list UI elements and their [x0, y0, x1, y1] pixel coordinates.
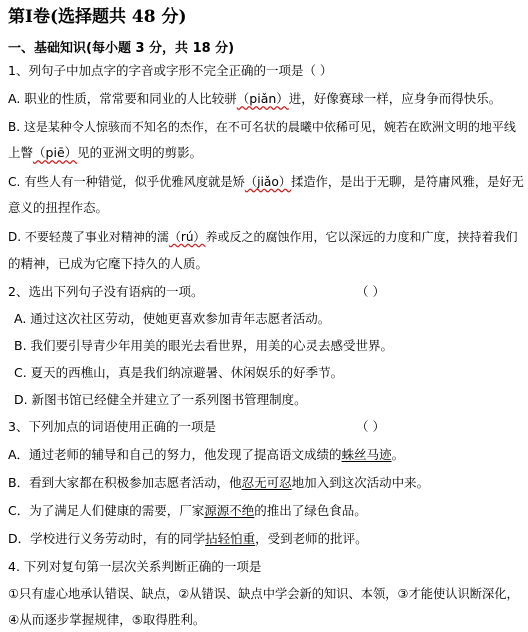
- option-a-dotted-word: 蛛丝马迹: [341, 447, 392, 462]
- question-2-option-c: C. 夏天的西樵山，真是我们纳凉避暑、休闲娱乐的好季节。: [14, 365, 344, 380]
- question-3-option-d: [8, 530, 368, 548]
- question-2-option-a: A. 通过这次社区劳动，使她更喜欢参加青年志愿者活动。: [14, 311, 331, 326]
- question-1-option-d-line-2: 的精神，已成为它麾下持久的人质。: [8, 256, 209, 271]
- option-b-dotted-word: 忍无可忍: [241, 475, 292, 490]
- option-d-text-1: D．学校进行义务劳动时，有的同学: [8, 531, 206, 546]
- question-1-option-c-line-2: 意义的扭捏作态。: [8, 200, 109, 215]
- paper-title: 第Ⅰ卷(选择题共 48 分): [8, 7, 187, 27]
- option-b-text-1: 上: [8, 145, 21, 160]
- option-d-text-2: 养或反之的腐蚀作用，它以深远的力度和广度，挟持着我们: [205, 230, 518, 244]
- option-a-text-2: 进，好像赛球一样，应身争而得快乐。: [288, 91, 502, 106]
- section-heading: 一、基础知识(每小题 3 分，共 18 分): [8, 41, 235, 56]
- question-1-option-b-line-2: [8, 144, 202, 162]
- question-1-stem: 1、列句子中加点字的字音或字形不完全正确的一项是（ ）: [8, 63, 333, 78]
- question-4-stem: 4. 下列对复句第一层次关系判断正确的一项是: [8, 559, 262, 574]
- question-4-sentence-line-2: ④从而逐步掌握规律，⑤取得胜利。: [8, 612, 206, 627]
- option-b-text-2: 地加入到这次活动中来。: [291, 475, 430, 490]
- option-b-dotted-char: 瞥: [20, 145, 34, 160]
- question-1-option-c-line-1: [8, 173, 524, 191]
- question-2-stem: 2、选出下列句子没有语病的一项。: [8, 284, 204, 299]
- option-a-text-2: 。: [391, 447, 405, 462]
- option-c-pinyin: （jiǎo）: [244, 175, 292, 189]
- option-b-text-1: B．看到大家都在积极参加志愿者活动，他: [8, 475, 242, 490]
- option-b-pinyin: （piē）: [33, 145, 78, 160]
- option-a-dotted-char: 骈: [224, 91, 237, 106]
- option-d-dotted-char: 濡: [156, 230, 169, 244]
- option-c-text-1: C．为了满足人们健康的需要，厂家: [8, 503, 205, 518]
- question-3-option-a: [8, 446, 404, 464]
- question-3-answer-paren: （ ）: [356, 419, 385, 434]
- option-c-text-2: 揉造作，是出于无聊，是符庸风雅，是好无: [291, 175, 524, 189]
- question-3-stem: 3、下列加点的词语使用正确的一项是: [8, 419, 216, 434]
- option-c-dotted-word: 源源不绝: [204, 503, 255, 518]
- option-c-text-2: 的推出了绿色食品。: [254, 503, 367, 518]
- question-4-sentence-line-1: ①只有虚心地承认错误、缺点，②从错误、缺点中学会新的知识、本领，③才能使认识断深化，: [8, 587, 519, 601]
- option-d-text-2: ，受到老师的批评。: [255, 531, 368, 546]
- option-d-pinyin: （rú）: [168, 230, 206, 244]
- question-2-option-b: B. 我们要引导青少年用美的眼光去看世界，用美的心灵去感受世界。: [14, 338, 394, 353]
- option-a-pinyin: （piǎn）: [236, 91, 289, 106]
- option-c-text-1: C. 有些人有一种错觉，似乎优雅风度就是: [8, 175, 233, 189]
- option-c-dotted-char: 矫: [232, 175, 245, 189]
- question-2-answer-paren: （ ）: [356, 284, 385, 299]
- question-1-option-d-line-1: [8, 228, 517, 246]
- option-d-dotted-word: 拈轻怕重: [205, 531, 256, 546]
- question-1-option-a: [8, 90, 501, 108]
- question-3-option-b: [8, 474, 429, 492]
- question-3-option-c: [8, 502, 367, 520]
- option-b-text-2: 见的亚洲文明的剪影。: [77, 145, 203, 160]
- option-a-text-1: A. 职业的性质，常常要和同业的人比较: [8, 91, 225, 106]
- option-a-text-1: A．通过老师的辅导和自己的努力，他发现了提高语文成绩的: [8, 447, 342, 462]
- question-1-option-b-line-1: B. 这是某种令人惊骇而不知名的杰作，在不可名状的晨曦中依稀可见，婉若在欧洲文明的地平线: [8, 120, 516, 134]
- option-d-text-1: D. 不要轻蔑了事业对精神的: [8, 230, 157, 244]
- question-2-option-d: D. 新图书馆已经健全并建立了一系列图书管理制度。: [14, 392, 307, 407]
